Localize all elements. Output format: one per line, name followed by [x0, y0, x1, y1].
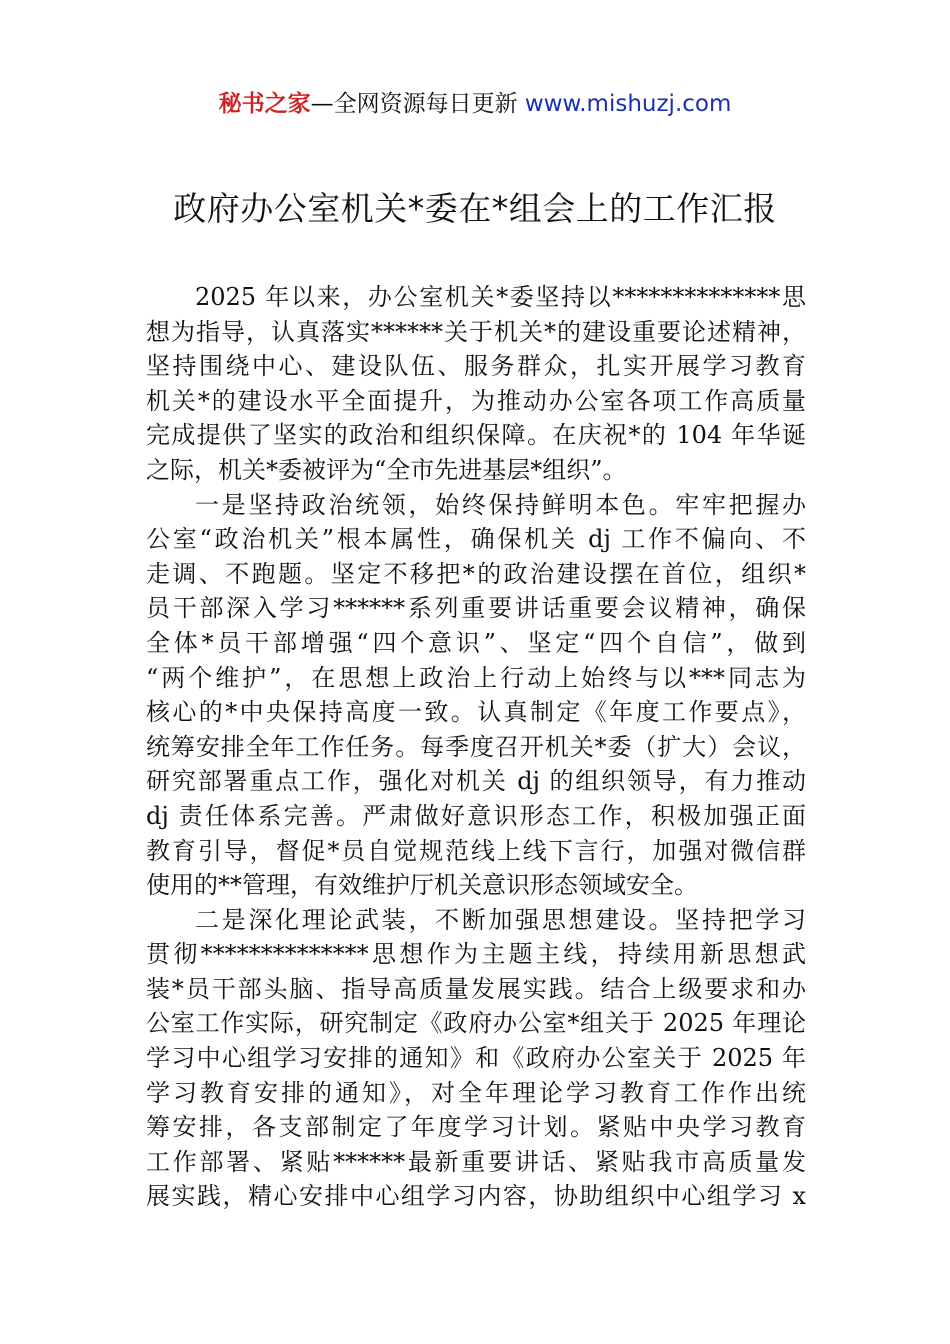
document-body — [146, 280, 806, 1214]
body-line: dj 责任体系完善。严肃做好意识形态工作，积极加强正面 — [146, 801, 806, 830]
body-line: 使用的**管理，有效维护厅机关意识形态领域安全。 — [146, 871, 698, 900]
body-line: 学习中心组学习安排的通知》和《政府办公室关于 2025 年 — [146, 1044, 806, 1073]
body-line: 二是深化理论武装，不断加强思想建设。坚持把学习 — [195, 905, 806, 934]
body-line: 2025 年以来，办公室机关*委坚持以**************思 — [195, 283, 806, 311]
body-line: 公室工作实际，研究制定《政府办公室*组关于 2025 年理论 — [146, 1009, 806, 1038]
body-line: 一是坚持政治统领，始终保持鲜明本色。牢牢把握办 — [195, 490, 806, 519]
body-line: 展实践，精心安排中心组学习内容，协助组织中心组学习 x — [146, 1182, 806, 1211]
body-line: 完成提供了坚实的政治和组织保障。在庆祝*的 104 年华诞 — [146, 421, 806, 450]
body-line: 员干部深入学习******系列重要讲话重要会议精神，确保 — [146, 594, 806, 623]
body-line: 机关*的建设水平全面提升，为推动办公室各项工作高质量 — [146, 386, 806, 415]
body-line: 贯彻**************思想作为主题主线，持续用新思想武 — [146, 940, 806, 969]
body-line: 装*员干部头脑、指导高质量发展实践。结合上级要求和办 — [146, 974, 806, 1003]
body-line: 公室“政治机关”根本属性，确保机关 dj 工作不偏向、不 — [146, 525, 806, 554]
site-banner — [0, 88, 950, 120]
body-line: 之际，机关*委被评为“全市先进基层*组织”。 — [146, 455, 627, 484]
body-line: 教育引导，督促*员自觉规范线上线下言行，加强对微信群 — [146, 836, 806, 865]
body-line: 研究部署重点工作，强化对机关 dj 的组织领导，有力推动 — [146, 767, 806, 796]
site-url-link[interactable]: www.mishuzj.com — [524, 91, 732, 117]
body-line: 全体*员干部增强“四个意识”、坚定“四个自信”，做到 — [146, 628, 806, 657]
brand-name: 秘书之家 — [218, 91, 311, 117]
body-line: 核心的*中央保持高度一致。认真制定《年度工作要点》， — [146, 698, 806, 727]
body-line: 想为指导，认真落实******关于机关*的建设重要论述精神， — [146, 317, 806, 346]
body-line: “两个维护”，在思想上政治上行动上始终与以***同志为 — [146, 663, 806, 692]
body-line: 学习教育安排的通知》，对全年理论学习教育工作作出统 — [146, 1078, 806, 1107]
body-line: 工作部署、紧贴******最新重要讲话、紧贴我市高质量发 — [146, 1147, 806, 1176]
banner-tagline: —全网资源每日更新 — [310, 91, 525, 117]
body-line: 筹安排，各支部制定了年度学习计划。紧贴中央学习教育 — [146, 1113, 806, 1142]
document-title: 政府办公室机关*委在*组会上的工作汇报 — [173, 189, 777, 228]
body-line: 坚持围绕中心、建设队伍、服务群众，扎实开展学习教育 — [146, 352, 806, 381]
body-line: 走调、不跑题。坚定不移把*的政治建设摆在首位，组织* — [146, 559, 806, 588]
body-line: 统筹安排全年工作任务。每季度召开机关*委（扩大）会议， — [146, 732, 806, 761]
